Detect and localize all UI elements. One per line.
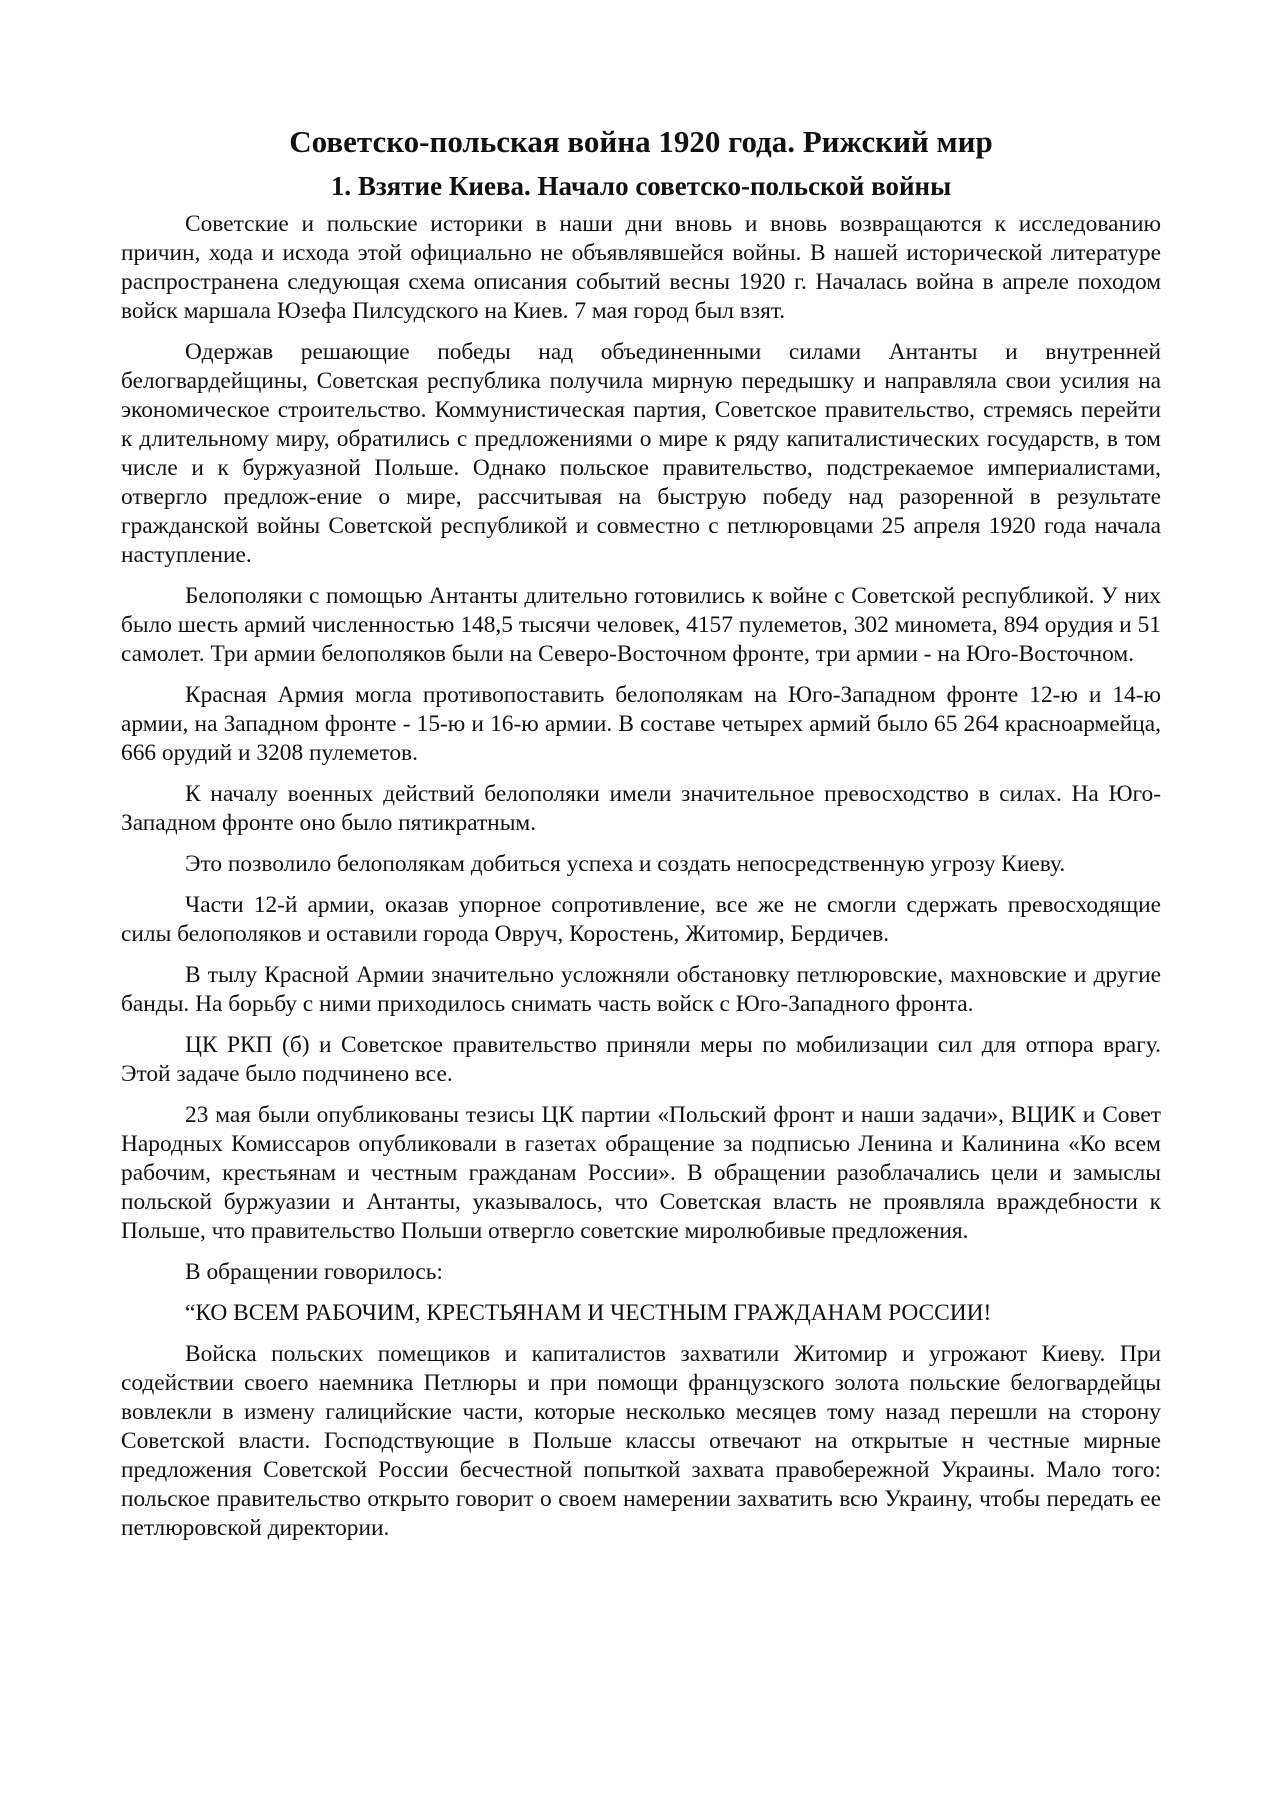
paragraph: Советские и польские историки в наши дни вновь и вновь возвращаются к исследованию причин, хода и исхода этой официально не объявлявшейся войны. В нашей исторической литературе распространена следующая схема описания событий весны 1920 г. Началась война в апреле походом войск маршала Юзефа Пилсудского на Киев. 7 мая город был взят.	[121, 211, 1161, 324]
paragraph: К началу военных действий белополяки имели значительное превосходство в силах. На Юго-Западном фронте оно было пятикратным.	[121, 781, 1161, 836]
document-title: Советско-польская война 1920 года. Рижский мир	[289, 124, 993, 159]
paragraph: Белополяки с помощью Антанты длительно готовились к войне с Советской республикой. У них было шесть армий численностью 148,5 тысячи человек, 4157 пулеметов, 302 миномета, 894 орудия и 51 самолет. Три армии белополяков были на Северо-Восточном фронте, три армии - на Юго-Восточном.	[121, 583, 1161, 667]
paragraph: Одержав решающие победы над объединенными силами Антанты и внутренней белогвардейщины, Советская республика получила мирную передышку и направляла свои усилия на экономическое строительство. Коммунистическая партия, Советское правительство, стремясь перейти к длительному миру, обратились с предложениями о мире к ряду капиталистических государств, в том числе и к буржуазной Польше. Однако польское правительство, подстрекаемое империалистами, отвергло предлож-ение о мире, рассчитывая на быструю победу над разоренной в результате гражданской войны Советской республикой и совместно с петлюровцами 25 апреля 1920 года начала наступление.	[121, 339, 1161, 568]
section-heading: 1. Взятие Киева. Начало советско-польской войны	[330, 171, 952, 201]
paragraph: 23 мая были опубликованы тезисы ЦК партии «Польский фронт и наши задачи», ВЦИК и Совет Народных Комиссаров опубликовали в газетах обращение за подписью Ленина и Калинина «Ко всем рабочим, крестьянам и честным гражданам России». В обращении разоблачались цели и замыслы польской буржуазии и Антанты, указывалось, что Советская власть не проявляла враждебности к Польше, что правительство Польши отвергло советские миролюбивые предложения.	[121, 1102, 1161, 1244]
paragraph: Красная Армия могла противопоставить белополякам на Юго-Западном фронте 12-ю и 14-ю армии, на Западном фронте - 15-ю и 16-ю армии. В составе четырех армий было 65 264 красноармейца, 666 орудий и 3208 пулеметов.	[121, 682, 1161, 766]
paragraph: Это позволило белополякам добиться успеха и создать непосредственную угрозу Киеву.	[185, 851, 1066, 877]
paragraph: ЦК РКП (б) и Советское правительство приняли меры по мобилизации сил для отпора врагу. Этой задаче было подчинено все.	[121, 1032, 1161, 1087]
paragraph: Войска польских помещиков и капиталистов захватили Житомир и угрожают Киеву. При содействии своего наемника Петлюры и при помощи французского золота польские белогвардейцы вовлекли в измену галицийские части, которые несколько месяцев тому назад перешли на сторону Советской власти. Господствующие в Польше классы отвечают на открытые н честные мирные предложения Советской России бесчестной попыткой захвата правобережной Украины. Мало того: польское правительство открыто говорит о своем намерении захватить всю Украину, чтобы передать ее петлюровской директории.	[121, 1341, 1161, 1541]
paragraph-appeal-heading: “КО ВСЕМ РАБОЧИМ, КРЕСТЬЯНАМ И ЧЕСТНЫМ ГРАЖДАНАМ РОССИИ!	[185, 1300, 992, 1326]
paragraph: В тылу Красной Армии значительно усложняли обстановку петлюровские, махновские и другие банды. На борьбу с ними приходилось снимать часть войск с Юго-Западного фронта.	[121, 962, 1161, 1017]
paragraph: В обращении говорилось:	[185, 1259, 443, 1285]
document-page	[121, 122, 1161, 1555]
paragraph: Части 12-й армии, оказав упорное сопротивление, все же не смогли сдержать превосходящие силы белополяков и оставили города Овруч, Коростень, Житомир, Бердичев.	[121, 892, 1161, 947]
